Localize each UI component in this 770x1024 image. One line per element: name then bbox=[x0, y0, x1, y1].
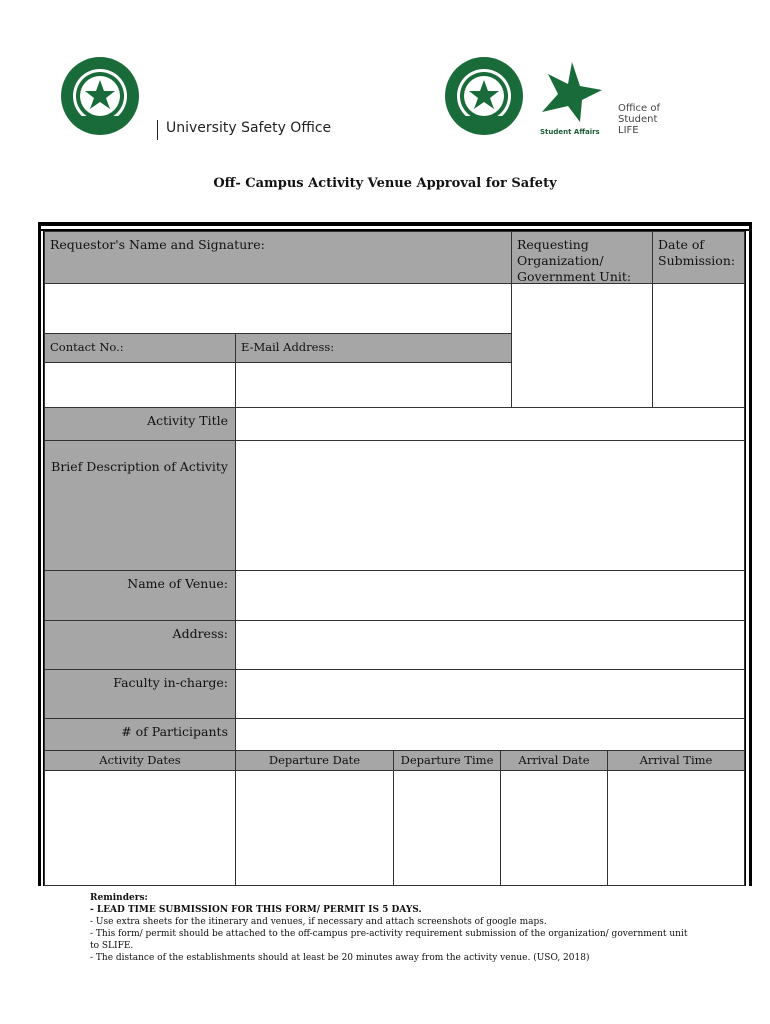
faculty-label: Faculty in-charge: bbox=[44, 669, 236, 719]
reminder-extra-sheets: - Use extra sheets for the itinerary and venues, if necessary and attach screenshots of google maps. bbox=[90, 917, 547, 927]
col-departure-date: Departure Date bbox=[235, 750, 394, 771]
col-arrival-time: Arrival Time bbox=[607, 750, 745, 771]
form-border-right bbox=[749, 222, 752, 886]
requestor-field[interactable] bbox=[44, 283, 512, 334]
student-affairs-label: Student Affairs bbox=[540, 128, 600, 136]
address-field[interactable] bbox=[235, 620, 745, 670]
dlsu-seal-logo-right bbox=[444, 56, 524, 136]
date-submission-field[interactable] bbox=[652, 283, 745, 408]
reminders-section bbox=[90, 892, 690, 964]
osl-line-2: Student bbox=[618, 114, 658, 125]
col-departure-time: Departure Time bbox=[393, 750, 501, 771]
contact-label: Contact No.: bbox=[44, 333, 236, 363]
venue-label: Name of Venue: bbox=[44, 570, 236, 621]
reminders-heading: Reminders: bbox=[90, 893, 148, 903]
osl-line-3: LIFE bbox=[618, 125, 639, 136]
reminder-lead-time: - LEAD TIME SUBMISSION FOR THIS FORM/ PERMIT IS 5 DAYS. bbox=[90, 905, 422, 915]
header-divider bbox=[157, 120, 158, 140]
activity-title-label: Activity Title bbox=[44, 407, 236, 441]
dlsu-seal-logo bbox=[60, 56, 140, 136]
form-title: Off- Campus Activity Venue Approval for Safety bbox=[213, 176, 557, 191]
student-affairs-star-logo bbox=[538, 60, 604, 122]
brief-description-label: Brief Description of Activity bbox=[44, 440, 236, 571]
contact-field[interactable] bbox=[44, 362, 236, 408]
col-arrival-date: Arrival Date bbox=[500, 750, 608, 771]
faculty-field[interactable] bbox=[235, 669, 745, 719]
participants-label: # of Participants bbox=[44, 718, 236, 751]
date-submission-label: Date of Submission: bbox=[652, 231, 745, 284]
email-field[interactable] bbox=[235, 362, 512, 408]
reminder-distance: - The distance of the establishments should at least be 20 minutes away from the activity venue. (USO, 2018) bbox=[90, 953, 590, 963]
address-label: Address: bbox=[44, 620, 236, 670]
requesting-org-field[interactable] bbox=[511, 283, 653, 408]
form-border-left bbox=[38, 222, 41, 886]
brief-description-field[interactable] bbox=[235, 440, 745, 571]
activity-dates-field[interactable] bbox=[44, 770, 236, 886]
osl-line-1: Office of bbox=[618, 103, 661, 114]
office-name: University Safety Office bbox=[166, 120, 332, 136]
form-border-right-inner bbox=[745, 229, 746, 886]
col-activity-dates: Activity Dates bbox=[44, 750, 236, 771]
email-label: E-Mail Address: bbox=[235, 333, 512, 363]
arrival-date-field[interactable] bbox=[500, 770, 608, 886]
participants-field[interactable] bbox=[235, 718, 745, 751]
office-student-life-logo bbox=[618, 103, 698, 136]
departure-date-field[interactable] bbox=[235, 770, 394, 886]
requestor-label: Requestor's Name and Signature: bbox=[44, 231, 512, 284]
requesting-org-label: Requesting Organization/ Government Unit: bbox=[511, 231, 653, 284]
arrival-time-field[interactable] bbox=[607, 770, 745, 886]
venue-field[interactable] bbox=[235, 570, 745, 621]
departure-time-field[interactable] bbox=[393, 770, 501, 886]
activity-title-field[interactable] bbox=[235, 407, 745, 441]
reminder-attach-form: - This form/ permit should be attached to the off-campus pre-activity requirement submission of the organization/ government unit to SLIFE. bbox=[90, 929, 688, 951]
form-border-top bbox=[38, 222, 752, 226]
